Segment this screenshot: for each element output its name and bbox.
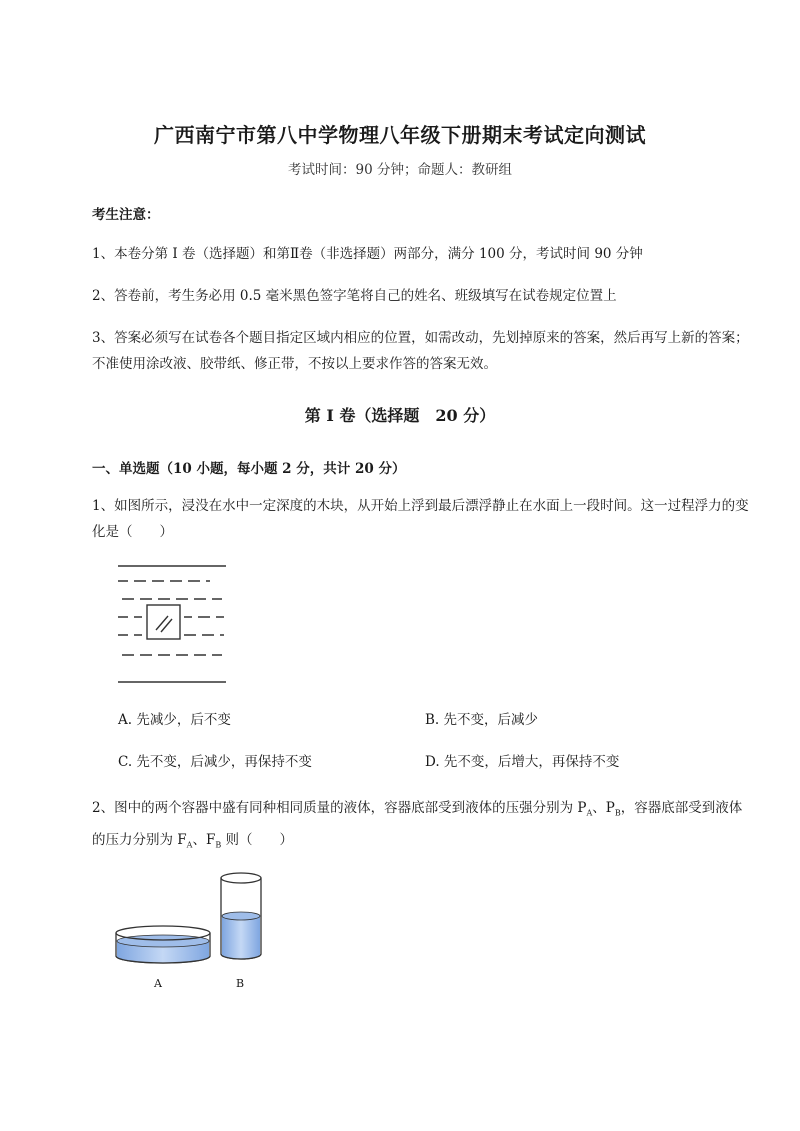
part-title: 一、单选题（10 小题，每小题 2 分，共计 20 分） <box>92 461 406 477</box>
exam-subtitle: 考试时间：90 分钟；命题人：教研组 <box>288 162 512 178</box>
notice-item-1: 1、本卷分第 I 卷（选择题）和第Ⅱ卷（非选择题）两部分，满分 100 分，考试时间 90 分钟 <box>92 246 643 262</box>
q2-text-2: ，容器底部受到液体的压力分别为 F <box>92 800 743 848</box>
container-a <box>116 926 210 963</box>
page-title: 广西南宁市第八中学物理八年级下册期末考试定向测试 <box>154 123 646 147</box>
notice-heading: 考生注意： <box>92 207 160 223</box>
container-a-label: A <box>154 977 162 990</box>
q2-text-1: 2、图中的两个容器中盛有同种相同质量的液体，容器底部受到液体的压强分别为 P <box>92 800 587 816</box>
q2-sub-b: B <box>614 808 621 818</box>
container-b <box>221 873 261 959</box>
q2-text-sep2: 、F <box>192 831 216 848</box>
section-title: 第 I 卷（选择题 20 分） <box>304 406 496 425</box>
question-1-figure <box>112 560 232 688</box>
liquid-surface-a <box>117 935 209 947</box>
liquid-surface-b <box>222 912 260 920</box>
wood-grain-line <box>156 616 168 630</box>
option-c[interactable]: C. 先不变，后减少，再保持不变 <box>118 754 312 770</box>
container-b-label: B <box>236 977 245 990</box>
option-a[interactable]: A. 先减少，后不变 <box>118 712 231 728</box>
q2-text-sep1: 、P <box>592 800 615 816</box>
question-2-stem <box>92 795 752 858</box>
option-b[interactable]: B. 先不变，后减少 <box>425 712 539 728</box>
q2-text-3: 则（ ） <box>221 831 294 848</box>
option-d[interactable]: D. 先不变，后增大，再保持不变 <box>425 754 620 770</box>
question-1-stem: 1、如图所示，浸没在水中一定深度的木块，从开始上浮到最后漂浮静止在水面上一段时间。这一过程浮力的变化是（ ） <box>92 498 749 540</box>
liquid-b <box>222 916 260 959</box>
q2-sub-a: A <box>586 808 593 818</box>
question-2-figure <box>110 868 280 996</box>
wood-grain-line <box>161 619 172 632</box>
q2-sub-b2: B <box>215 840 222 850</box>
notice-item-2: 2、答卷前，考生务必用 0.5 毫米黑色签字笔将自己的姓名、班级填写在试卷规定位置上 <box>92 288 617 304</box>
notice-item-3: 3、答案必须写在试卷各个题目指定区域内相应的位置，如需改动，先划掉原来的答案，然后再写上新的答案；不准使用涂改液、胶带纸、修正带，不按以上要求作答的答案无效。 <box>92 330 749 372</box>
q2-sub-a2: A <box>186 840 193 850</box>
